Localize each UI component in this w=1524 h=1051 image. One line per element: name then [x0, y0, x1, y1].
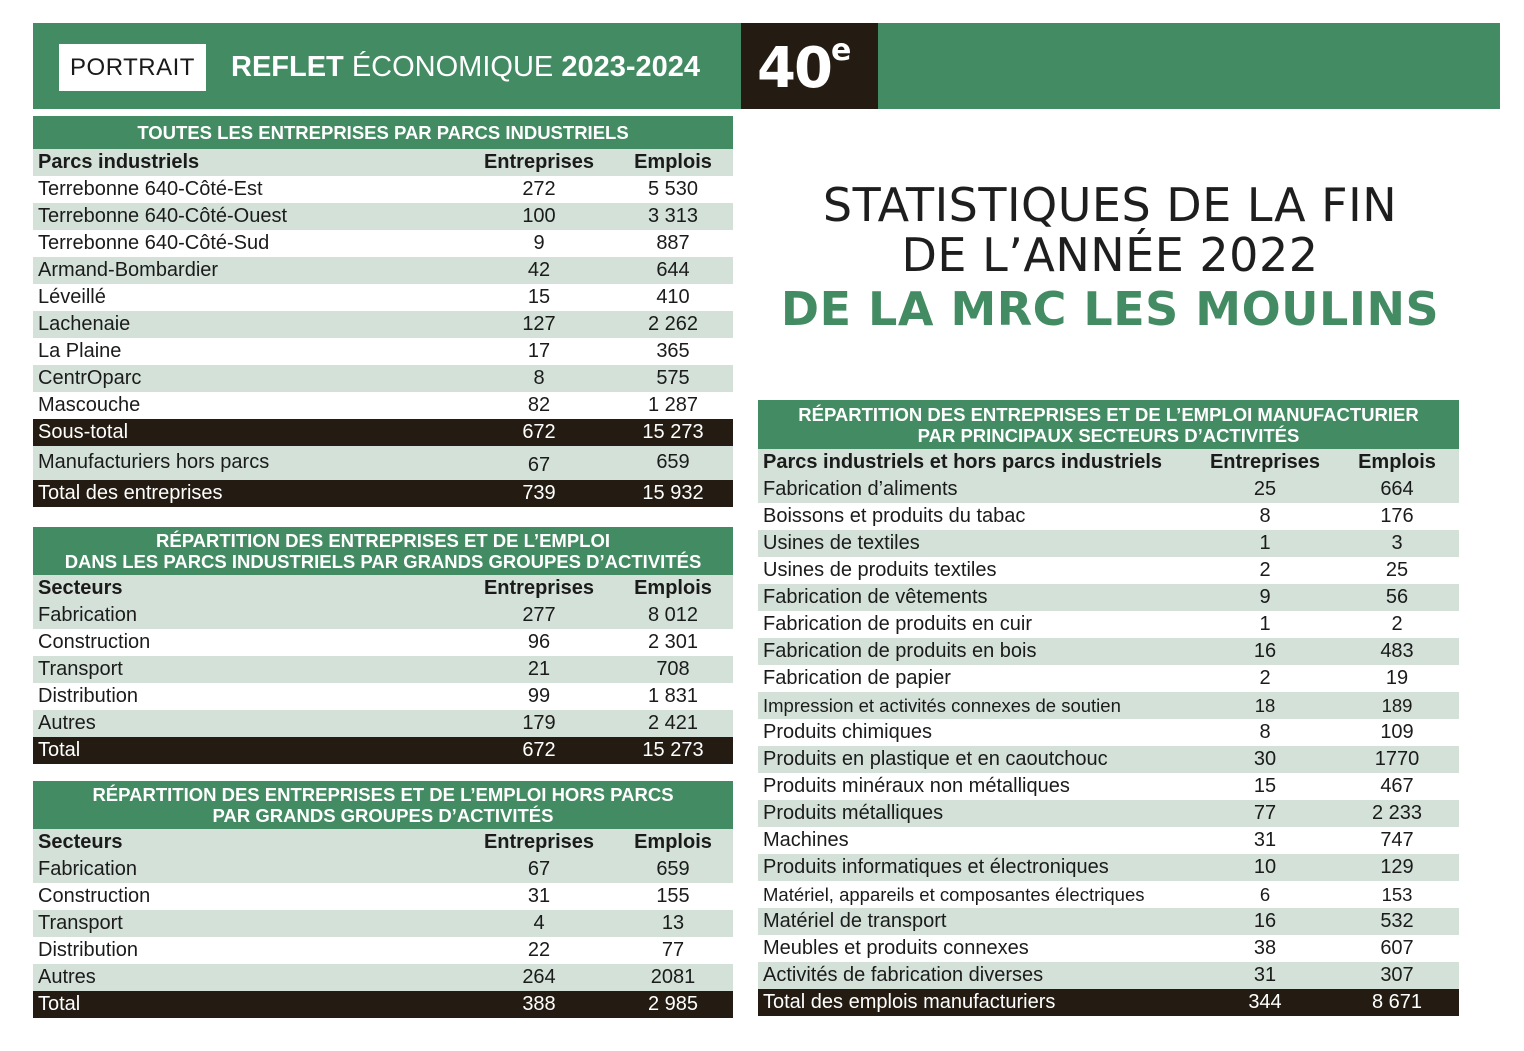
column-header: Emplois: [1358, 451, 1436, 473]
cell-entreprises: 277: [522, 604, 556, 626]
cell-label: Autres: [38, 712, 96, 734]
cell-label: CentrOparc: [38, 367, 142, 389]
cell-entreprises: 344: [1248, 991, 1282, 1013]
cell-entreprises: 9: [1259, 586, 1271, 608]
cell-entreprises: 16: [1253, 910, 1277, 932]
cell-entreprises: 82: [527, 394, 551, 416]
cell-emplois: 2 985: [647, 993, 699, 1015]
cell-emplois: 176: [1380, 505, 1414, 527]
cell-emplois: 2 233: [1371, 802, 1423, 824]
table-row: [758, 800, 1459, 827]
cell-label: Distribution: [38, 685, 139, 707]
cell-entreprises: 4: [533, 912, 545, 934]
cell-label: Machines: [763, 829, 849, 851]
cell-entreprises: 179: [522, 712, 556, 734]
cell-emplois: 25: [1385, 559, 1409, 581]
cell-emplois: 2081: [650, 966, 696, 988]
title-light: ÉCONOMIQUE: [351, 51, 554, 83]
cell-entreprises: 96: [527, 631, 551, 653]
portrait-badge: PORTRAIT: [59, 44, 206, 91]
table-row: [758, 773, 1459, 800]
cell-label: Matériel, appareils et composantes électriques: [763, 884, 1145, 905]
table-row: [758, 692, 1459, 719]
cell-entreprises: 1: [1259, 613, 1271, 635]
table-title: [33, 116, 733, 149]
table-row: [33, 683, 733, 710]
cell-entreprises: 8: [1259, 505, 1271, 527]
cell-label: Boissons et produits du tabac: [763, 505, 1026, 527]
table-row: [33, 629, 733, 656]
cell-entreprises: 31: [1253, 829, 1277, 851]
main-title-line1: STATISTIQUES DE LA FIN: [822, 178, 1398, 232]
cell-emplois: 307: [1380, 964, 1414, 986]
cell-emplois: 644: [656, 259, 690, 281]
table-row: [33, 284, 733, 311]
cell-label: Produits informatiques et électroniques: [763, 856, 1109, 878]
cell-entreprises: 8: [1259, 721, 1271, 743]
table-title-line1: RÉPARTITION DES ENTREPRISES ET DE L’EMPLOI HORS PARCS: [92, 784, 674, 805]
table-header-row: [33, 575, 733, 602]
hors-parcs-row: [33, 446, 733, 480]
table-title: [33, 781, 733, 829]
cell-entreprises: 18: [1254, 695, 1276, 716]
table-row: [33, 710, 733, 737]
cell-label: Construction: [38, 631, 151, 653]
table-row: [33, 910, 733, 937]
cell-emplois: 747: [1380, 829, 1414, 851]
cell-emplois: 659: [656, 858, 690, 880]
cell-emplois: 410: [656, 286, 690, 308]
cell-emplois: 365: [656, 340, 690, 362]
edition-badge: [741, 23, 878, 109]
column-header: Parcs industriels: [38, 151, 200, 173]
table-row: [758, 557, 1459, 584]
cell-emplois: 15 932: [642, 482, 704, 504]
cell-entreprises: 672: [522, 421, 556, 443]
cell-emplois: 8 671: [1371, 991, 1423, 1013]
cell-emplois: 15 273: [642, 739, 704, 761]
table-row: [33, 656, 733, 683]
table-row: [758, 935, 1459, 962]
cell-label: Terrebonne 640-Côté-Ouest: [38, 205, 288, 227]
cell-emplois: 2 262: [647, 313, 699, 335]
cell-emplois: 189: [1381, 695, 1413, 716]
cell-emplois: 15 273: [642, 421, 704, 443]
cell-label: Manufacturiers hors parcs: [38, 451, 270, 473]
cell-emplois: 8 012: [647, 604, 699, 626]
table-row: [758, 584, 1459, 611]
cell-entreprises: 10: [1253, 856, 1277, 878]
cell-label: Meubles et produits connexes: [763, 937, 1029, 959]
total-row: [33, 480, 733, 507]
cell-label: Fabrication: [38, 858, 137, 880]
cell-label: Distribution: [38, 939, 139, 961]
table-hors-parcs: [33, 781, 733, 1018]
main-title-line2: DE L’ANNÉE 2022: [901, 228, 1319, 282]
publication-title: [231, 44, 700, 91]
table-row: [758, 746, 1459, 773]
cell-emplois: 77: [661, 939, 685, 961]
cell-emplois: 483: [1380, 640, 1414, 662]
cell-entreprises: 16: [1253, 640, 1277, 662]
table-header-row: [758, 449, 1459, 476]
cell-label: Fabrication: [38, 604, 137, 626]
cell-emplois: 1 831: [647, 685, 699, 707]
cell-entreprises: 25: [1253, 478, 1277, 500]
cell-emplois: 532: [1380, 910, 1414, 932]
cell-emplois: 155: [656, 885, 690, 907]
cell-entreprises: 31: [1253, 964, 1277, 986]
table-row: [33, 964, 733, 991]
cell-emplois: 607: [1380, 937, 1414, 959]
cell-emplois: 664: [1380, 478, 1414, 500]
total-row: [33, 737, 733, 764]
table-row: [758, 530, 1459, 557]
column-header: Parcs industriels et hors parcs industriels: [763, 451, 1163, 473]
cell-label: Total des entreprises: [38, 482, 223, 504]
table-row: [758, 719, 1459, 746]
cell-label: Transport: [38, 912, 123, 934]
cell-emplois: 56: [1385, 586, 1409, 608]
cell-label: Total des emplois manufacturiers: [763, 991, 1056, 1013]
title-year: 2023-2024: [561, 51, 700, 83]
cell-emplois: 109: [1380, 721, 1414, 743]
cell-label: Produits en plastique et en caoutchouc: [763, 748, 1108, 770]
cell-entreprises: 2: [1259, 667, 1271, 689]
column-header: Emplois: [634, 577, 712, 599]
cell-emplois: 1 287: [647, 394, 699, 416]
cell-label: Fabrication d’aliments: [763, 478, 958, 500]
column-header: Secteurs: [38, 577, 123, 599]
table-row: [758, 908, 1459, 935]
cell-emplois: 2: [1391, 613, 1403, 635]
cell-label: Usines de textiles: [763, 532, 920, 554]
table-manufacturier: [758, 400, 1459, 1016]
table-row: [33, 257, 733, 284]
cell-entreprises: 30: [1253, 748, 1277, 770]
main-title-line3: DE LA MRC LES MOULINS: [780, 282, 1440, 336]
cell-entreprises: 8: [533, 367, 545, 389]
title-bold: REFLET: [231, 51, 344, 83]
cell-emplois: 2 301: [647, 631, 699, 653]
cell-entreprises: 100: [522, 205, 556, 227]
cell-entreprises: 99: [527, 685, 551, 707]
table-title-line2: DANS LES PARCS INDUSTRIELS PAR GRANDS GROUPES D’ACTIVITÉS: [64, 551, 702, 572]
table-row: [33, 203, 733, 230]
table-parcs-industriels: [33, 116, 733, 507]
column-header: Entreprises: [1209, 451, 1321, 473]
cell-entreprises: 6: [1259, 884, 1271, 905]
cell-label: Lachenaie: [38, 313, 131, 335]
cell-entreprises: 2: [1259, 559, 1271, 581]
table-row: [758, 881, 1459, 908]
cell-label: Produits minéraux non métalliques: [763, 775, 1070, 797]
cell-emplois: 659: [656, 451, 690, 473]
column-header: Entreprises: [483, 831, 595, 853]
column-header: Secteurs: [38, 831, 123, 853]
table-row: [758, 665, 1459, 692]
cell-label: Autres: [38, 966, 96, 988]
cell-entreprises: 264: [522, 966, 556, 988]
table-row: [33, 883, 733, 910]
cell-label: Produits chimiques: [763, 721, 932, 743]
table-row: [33, 365, 733, 392]
cell-entreprises: 1: [1259, 532, 1271, 554]
table-row: [33, 311, 733, 338]
cell-label: La Plaine: [38, 340, 122, 362]
cell-label: Fabrication de papier: [763, 667, 951, 689]
column-header: Entreprises: [483, 151, 595, 173]
cell-entreprises: 17: [527, 340, 551, 362]
column-header: Entreprises: [483, 577, 595, 599]
cell-entreprises: 31: [527, 885, 551, 907]
cell-label: Impression et activités connexes de soutien: [763, 695, 1121, 716]
edition-suffix: e: [830, 33, 852, 68]
cell-label: Sous-total: [38, 421, 129, 443]
cell-entreprises: 42: [527, 259, 551, 281]
table-row: [758, 476, 1459, 503]
cell-emplois: 887: [656, 232, 690, 254]
table-row: [33, 856, 733, 883]
table-row: [758, 503, 1459, 530]
cell-emplois: 129: [1380, 856, 1414, 878]
cell-entreprises: 388: [522, 993, 556, 1015]
cell-label: Total: [38, 993, 81, 1015]
cell-entreprises: 672: [522, 739, 556, 761]
cell-label: Total: [38, 739, 81, 761]
table-row: [33, 230, 733, 257]
total-row: [33, 991, 733, 1018]
table-title-line2: PAR PRINCIPAUX SECTEURS D’ACTIVITÉS: [917, 424, 1300, 446]
table-row: [758, 962, 1459, 989]
cell-entreprises: 77: [1253, 802, 1277, 824]
cell-label: Matériel de transport: [763, 910, 947, 932]
cell-label: Terrebonne 640-Côté-Sud: [38, 232, 270, 254]
column-header: Emplois: [634, 151, 712, 173]
table-title-line2: PAR GRANDS GROUPES D’ACTIVITÉS: [212, 805, 554, 826]
column-header: Emplois: [634, 831, 712, 853]
cell-emplois: 13: [661, 912, 685, 934]
table-row: [758, 854, 1459, 881]
table-title-text: TOUTES LES ENTREPRISES PAR PARCS INDUSTRIELS: [137, 122, 629, 143]
table-row: [33, 937, 733, 964]
main-title: [770, 180, 1450, 338]
table-row: [758, 638, 1459, 665]
table-row: [758, 827, 1459, 854]
cell-emplois: 575: [656, 367, 690, 389]
cell-entreprises: 67: [527, 454, 551, 476]
table-groupes-parcs: [33, 527, 733, 764]
table-title-line1: RÉPARTITION DES ENTREPRISES ET DE L’EMPLOI: [156, 530, 610, 551]
cell-label: Armand-Bombardier: [38, 259, 219, 281]
table-row: [33, 392, 733, 419]
cell-label: Construction: [38, 885, 151, 907]
cell-emplois: 19: [1385, 667, 1409, 689]
cell-label: Terrebonne 640-Côté-Est: [38, 178, 263, 200]
cell-emplois: 3 313: [647, 205, 699, 227]
cell-emplois: 467: [1380, 775, 1414, 797]
cell-entreprises: 739: [522, 482, 556, 504]
cell-emplois: 2 421: [647, 712, 699, 734]
total-row: [758, 989, 1459, 1016]
subtotal-row: [33, 419, 733, 446]
edition-number: 40: [757, 36, 831, 101]
table-title-line1: RÉPARTITION DES ENTREPRISES ET DE L’EMPLOI MANUFACTURIER: [798, 403, 1419, 425]
cell-label: Fabrication de produits en cuir: [763, 613, 1033, 635]
cell-emplois: 708: [656, 658, 690, 680]
table-row: [33, 338, 733, 365]
cell-label: Fabrication de vêtements: [763, 586, 988, 608]
cell-entreprises: 38: [1253, 937, 1277, 959]
cell-label: Mascouche: [38, 394, 141, 416]
cell-entreprises: 21: [527, 658, 551, 680]
cell-label: Fabrication de produits en bois: [763, 640, 1037, 662]
table-title: [758, 400, 1459, 449]
table-row: [33, 602, 733, 629]
table-row: [758, 611, 1459, 638]
cell-entreprises: 272: [522, 178, 556, 200]
cell-entreprises: 127: [522, 313, 556, 335]
cell-label: Léveillé: [38, 286, 106, 308]
cell-label: Activités de fabrication diverses: [763, 964, 1044, 986]
cell-emplois: 5 530: [647, 178, 699, 200]
cell-emplois: 153: [1381, 884, 1413, 905]
table-title: [33, 527, 733, 575]
table-row: [33, 176, 733, 203]
cell-entreprises: 67: [527, 858, 551, 880]
table-header-row: [33, 149, 733, 176]
cell-label: Transport: [38, 658, 123, 680]
cell-emplois: 3: [1391, 532, 1403, 554]
cell-emplois: 1770: [1374, 748, 1420, 770]
cell-label: Produits métalliques: [763, 802, 944, 824]
cell-entreprises: 9: [533, 232, 545, 254]
cell-entreprises: 22: [527, 939, 551, 961]
cell-entreprises: 15: [527, 286, 551, 308]
cell-label: Usines de produits textiles: [763, 559, 997, 581]
table-header-row: [33, 829, 733, 856]
cell-entreprises: 15: [1253, 775, 1277, 797]
